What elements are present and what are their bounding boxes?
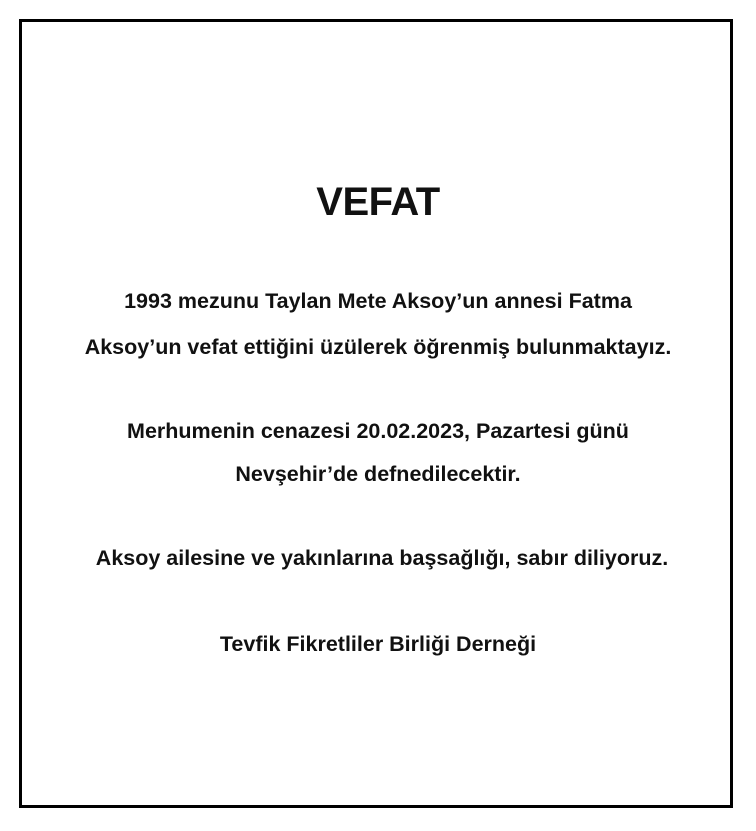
announcement-line-1: 1993 mezunu Taylan Mete Aksoy’un annesi Fatma xyxy=(124,289,632,313)
funeral-info-line-2: Nevşehir’de defnedilecektir. xyxy=(235,462,521,486)
notice-title: VEFAT xyxy=(316,180,440,224)
signature-organization: Tevfik Fikretliler Birliği Derneği xyxy=(219,632,537,656)
announcement-line-2: Aksoy’un vefat ettiğini üzülerek öğrenmiş bulunmaktayız. xyxy=(84,335,672,359)
funeral-info-line-1: Merhumenin cenazesi 20.02.2023, Pazartesi günü xyxy=(127,419,629,443)
condolence-message: Aksoy ailesine ve yakınlarına başsağlığı, sabır diliyoruz. xyxy=(95,546,669,570)
notice-border-frame xyxy=(19,19,733,808)
